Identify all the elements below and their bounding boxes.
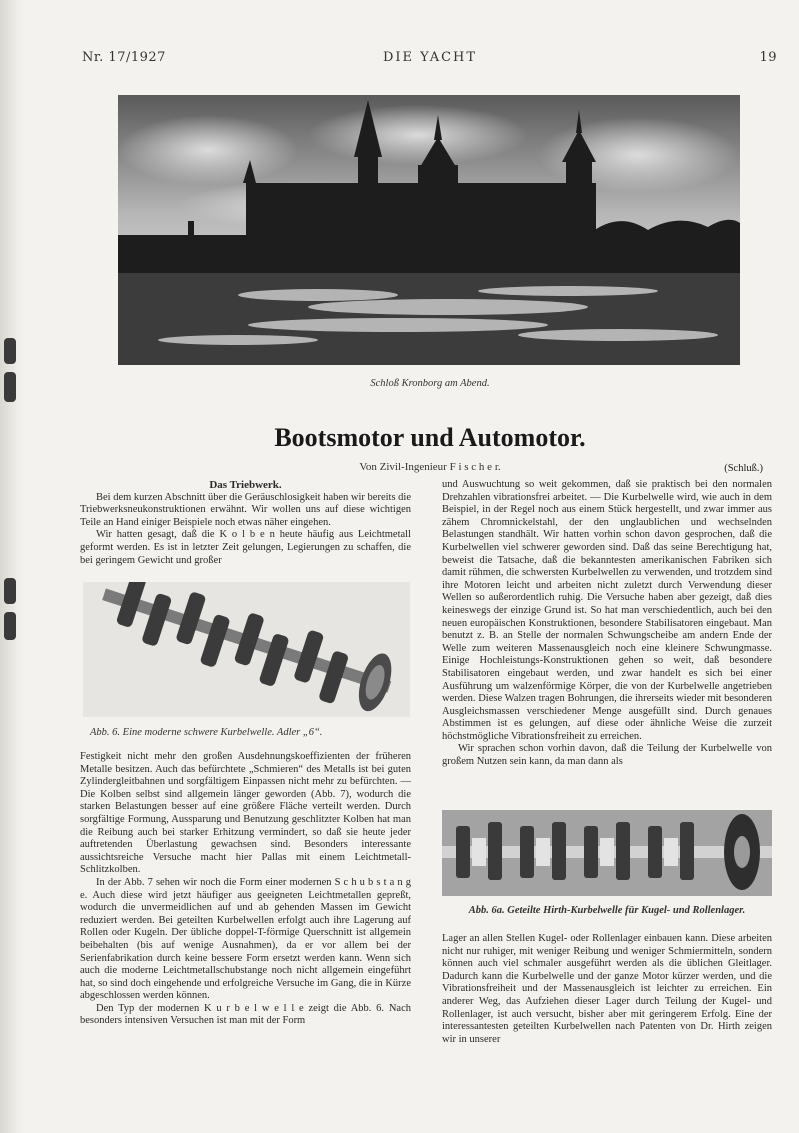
- binding-edge: [0, 0, 26, 1133]
- magazine-title: DIE YACHT: [382, 50, 478, 65]
- crankshaft-caption: Abb. 6. Eine moderne schwere Kurbelwelle. Adler „6“.: [90, 727, 323, 738]
- paragraph: Den Typ der modernen K u r b e l w e l l e zeigt die Abb. 6. Nach besonders intensiven Versuchen ist man mit der Form: [80, 1002, 411, 1027]
- paragraph: Wir sprachen schon vorhin davon, daß die Teilung der Kurbelwelle von großem Nutzen sein kann, da man dann als: [442, 743, 772, 768]
- paragraph: Wir hatten gesagt, daß die K o l b e n heute häufig aus Leichtmetall geformt werden. Es ist in letzter Zeit gelungen, Legierungen zu schaffen, die bei geringem Gewicht und großer: [80, 529, 411, 566]
- castle-photo: [118, 95, 740, 365]
- binding-hole: [4, 578, 16, 604]
- paragraph: Bei dem kurzen Abschnitt über die Geräuschlosigkeit haben wir bereits die Triebwerksneukonstruktionen erwähnt. Wir wollen uns auf diese wichtigen Teile an Hand einiger Beispiele noch etwas näher eingehen.: [80, 491, 411, 528]
- article-title: Bootsmotor und Automotor.: [274, 423, 586, 452]
- hirth-crankshaft-photo: [442, 810, 772, 896]
- castle-silhouette-image: [118, 95, 740, 365]
- column-left-top: [80, 479, 411, 575]
- crankshaft-image: [83, 582, 410, 717]
- binding-hole: [4, 338, 16, 364]
- column-right-top: [442, 479, 772, 803]
- hero-caption: Schloß Kronborg am Abend.: [370, 378, 490, 389]
- paragraph: Festigkeit nicht mehr den großen Ausdehnungskoeffizienten der früheren Metalle besitzen. Auch das befürchtete „Schmieren“ des Metalls ist bei guten Zylindergleitbahnen und sorgfältigem Einpassen nicht mehr zu befürchten. — Die Kolben selbst sind allgemein länger geworden (Abb. 7), wodurch die starken Belastungen besser auf eine größere Fläche verteilt werden. Durch sorgfältige Formung, Aussparung und Benutzung geschlitzter Kolben hat man die Reibung auch bei starker Erhitzung vermindert, so daß sie heute jeder auftretenden Überlastung gewachsen sind. Besonders interessante aussichtsreiche Versuche macht hier Pallas mit einem Leichtmetall-Schlitzkolben.: [80, 751, 411, 876]
- paragraph: In der Abb. 7 sehen wir noch die Form einer modernen S c h u b s t a n g e. Auch diese wird jetzt häufiger aus geeigneten Leichtmetallen gepreßt, wodurch die unvermeidlichen auf und ab gehenden Massen im Gewicht reduziert werden. Bei geteilten Kurbelwellen erfolgt auch ihre Lagerung auf Rollen oder Kugeln. Der übliche doppel-T-förmige Querschnitt ist allgemein beibehalten (bis auf wenige Ausnahmen), da er vor allem bei der Serienfabrikation durch keine bessere Form ersetzt werden kann. Wenn sich auch die moderne Leichtmetallschubstange noch nicht allgemein eingeführt hat, so sind doch eingehende und erfolgreiche Versuche im Gang, die in Kürze abgeschlossen werden können.: [80, 876, 411, 1002]
- column-left-bottom: [80, 751, 411, 1045]
- crankshaft-photo: [83, 582, 410, 717]
- paragraph: Lager an allen Stellen Kugel- oder Rollenlager einbauen kann. Diese arbeiten nicht nur ruhiger, mit weniger Reibung und weniger Schmiermitteln, sondern können auch viel schmaler ausgeführt werden als die üblichen Gleitlager. Dadurch kann die Kurbelwelle und der ganze Motor kürzer werden, und die Vibrationsfreiheit und der Massenausgleich ist leichter zu erreichen. Ein anderer Weg, das Aufziehen dieser Lager durch Teilung der Kugel- und Rollenlager, ist auch versucht, bisher aber mit geringerem Erfolg. Eine der interessantesten geteilten Kurbelwellen nach Patenten von Dr. Hirth zeigen wir in unserer: [442, 933, 772, 1045]
- hirth-crankshaft-image: [442, 810, 772, 896]
- issue-number: Nr. 17/1927: [82, 50, 166, 65]
- section-subheading: Das Triebwerk.: [209, 479, 282, 491]
- binding-hole: [4, 612, 16, 640]
- continuation-note: (Schluß.): [724, 463, 763, 474]
- page-number: 19: [759, 50, 777, 65]
- paragraph: und Auswuchtung so weit gekommen, daß sie praktisch bei den normalen Drehzahlen vibrationsfrei arbeitet. — Die Kurbelwelle wird, wie auch in dem Beispiel, in der Regel noch aus einem Stück hergestellt, und zwar immer aus zähem Chromnickelstahl, der den unglaublichen und wechselnden Belastungen standhält. Wir hatten vorhin schon davon gesprochen, daß die Kurbelwellen viel schwerer geworden sind. Daß das seine Berechtigung hat, beweist die Tatsache, daß die bekanntesten amerikanischen Fabriken sich damit rühmen, die schwersten Kurbelwellen zu verwenden, und trotzdem sind ihre Motoren leicht und arbeiten nicht zuletzt durch Verwendung dieser Wellen so außerordentlich ruhig. Die Versuche haben aber gezeigt, daß dies keineswegs der einzige Grund ist. So hat man verschiedentlich, auch bei den neuen europäischen Konstruktionen, besondere Stabilisatoren eingebaut. Man benutzt z. B. an Stelle der normalen Schwungscheibe am andern Ende der Welle zum weiteren Massenausgleich noch eine kleinere Schwungmasse. Einige Hochleistungs-Konstruktionen gehen so weit, daß besondere Stabilisatoren eingebaut werden, und zwar handelt es sich bei einer Ausführung um walzenförmige Körper, die von der Kurbelwelle angetrieben werden. Diese Walzen tragen Bohrungen, die ihrerseits wieder mit besonderen Ausgleichsmassen verschiedener Menge ausgefüllt sind. Durch genaues Abstimmen ist es gelungen, auf diese oder ähnliche Weise die zurzeit höchstmögliche Vibrationsfreiheit zu erreichen.: [442, 479, 772, 742]
- hirth-caption: Abb. 6a. Geteilte Hirth-Kurbelwelle für Kugel- und Rollenlager.: [468, 905, 746, 916]
- column-right-bottom: [442, 933, 772, 1045]
- article-byline: Von Zivil-Ingenieur F i s c h e r.: [359, 461, 501, 473]
